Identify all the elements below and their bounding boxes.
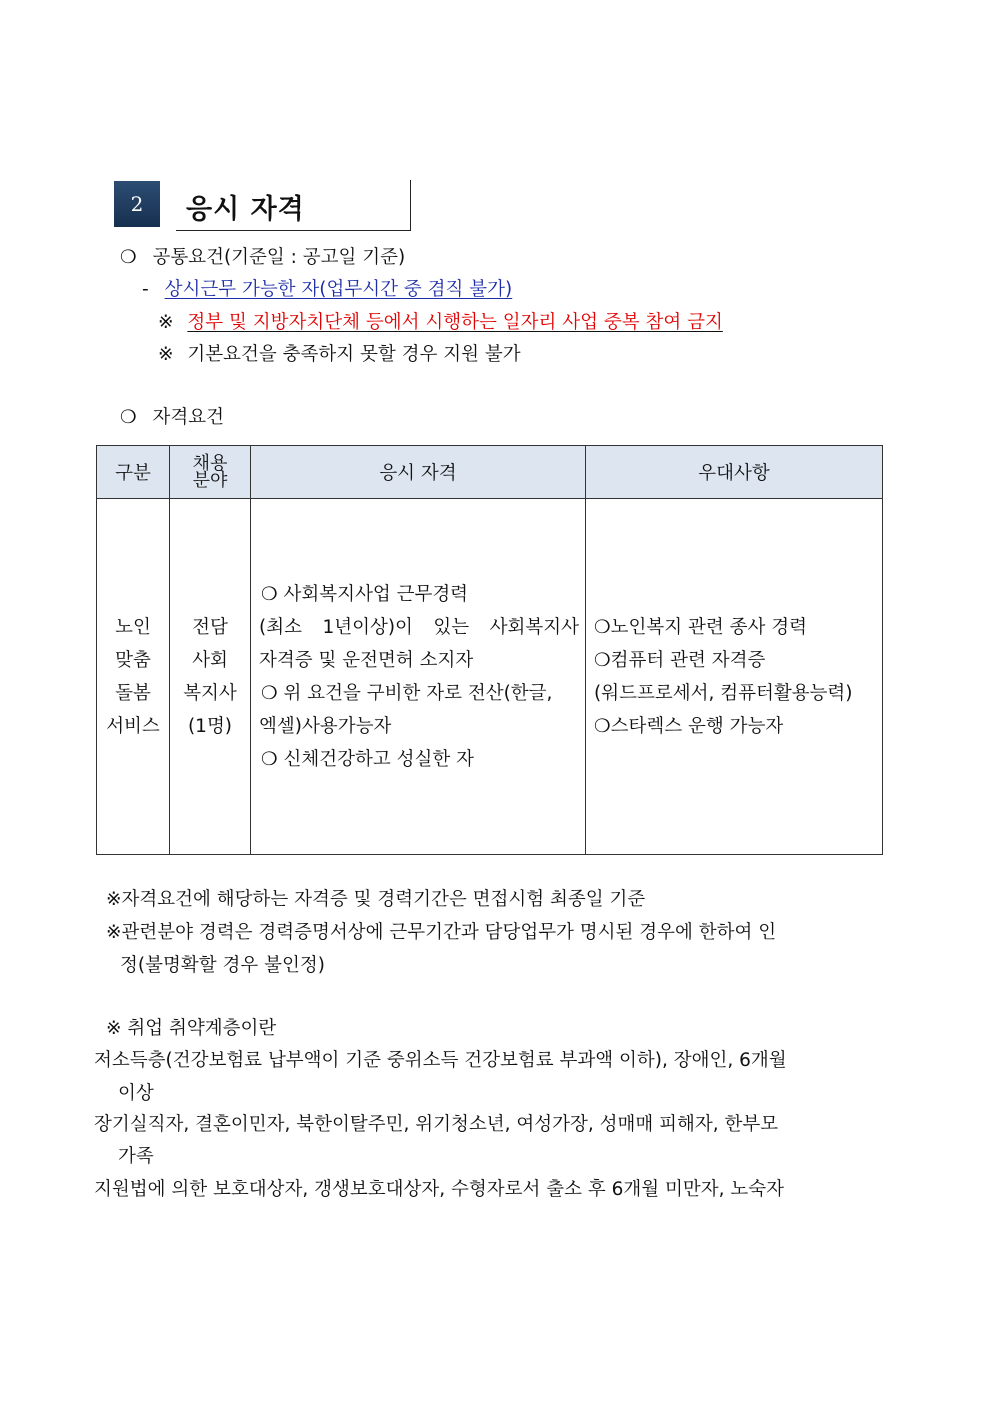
qualification-heading-text: 자격요건 [152, 407, 224, 428]
cell-field [170, 499, 251, 855]
duplicate-participation-note [158, 311, 723, 335]
qualification-line: 자격증 및 운전면허 소지자 [259, 649, 474, 671]
circle-bullet-icon: ❍ [120, 407, 137, 428]
vulnerable-groups-heading: ※ 취업 취약계층이란 [106, 1018, 277, 1039]
common-heading-text: 공통요건(기준일 : 공고일 기준) [152, 247, 406, 268]
cell-preference [586, 499, 883, 855]
field-line: 사회 [192, 649, 228, 671]
qualification-heading [120, 406, 224, 430]
qualification-basis-note: ※자격요건에 해당하는 자격증 및 경력기간은 면접시험 최종일 기준 [106, 889, 646, 910]
section-number-badge: 2 [114, 181, 160, 227]
header-field [170, 446, 251, 499]
field-line: 전담 [192, 616, 228, 638]
qualification-line: ❍ 신체건강하고 성실한 자 [261, 748, 474, 770]
fulltime-requirement: 상시근무 가능한 자(업무시간 중 겸직 불가) [164, 279, 513, 300]
note-mark: ※ [158, 312, 174, 333]
career-recognition-note-line2: 정(불명확할 경우 불인정) [120, 955, 325, 976]
category-line: 서비스 [106, 715, 160, 737]
category-line: 맞춤 [115, 649, 151, 671]
vulnerable-groups-line: 지원법에 의한 보호대상자, 갱생보호대상자, 수형자로서 출소 후 6개월 미만자, 노숙자 [94, 1179, 784, 1200]
basic-requirement-text: 기본요건을 충족하지 못할 경우 지원 불가 [187, 344, 521, 365]
qualification-word: 있는 [433, 616, 470, 638]
header-field-line1: 채용 [192, 453, 228, 474]
vulnerable-groups-line: 이상 [118, 1083, 154, 1104]
vulnerable-groups-line: 가족 [118, 1146, 154, 1167]
basic-requirement-note [158, 343, 521, 367]
cell-qualification [251, 499, 586, 855]
qualification-word: 사회복지사 [489, 616, 579, 638]
header-qualification: 응시 자격 [251, 446, 586, 499]
duplicate-participation-text: 정부 및 지방자치단체 등에서 시행하는 일자리 사업 중복 참여 금지 [187, 312, 723, 333]
table-row [97, 499, 883, 855]
qualification-word: (최소 [259, 616, 302, 638]
qualification-line: ❍ 위 요건을 구비한 자로 전산(한글, [261, 682, 553, 704]
category-line: 돌봄 [115, 682, 151, 704]
table-header-row [97, 446, 883, 499]
header-category: 구분 [97, 446, 170, 499]
qualification-line: ❍ 사회복지사업 근무경력 [261, 583, 469, 605]
field-line: 복지사 [183, 682, 237, 704]
career-recognition-note-line1: ※관련분야 경력은 경력증명서상에 근무기간과 담당업무가 명시된 경우에 한하여 인 [106, 922, 777, 943]
vulnerable-groups-line: 장기실직자, 결혼이민자, 북한이탈주민, 위기청소년, 여성가장, 성매매 피해자, 한부모 [94, 1114, 779, 1135]
qualification-line: 엑셀)사용가능자 [259, 715, 392, 737]
note-mark: ※ [158, 344, 174, 365]
common-requirements-heading [120, 246, 405, 270]
common-requirement-item [142, 278, 512, 302]
qualification-line [259, 611, 579, 644]
header-field-line2: 분야 [192, 470, 228, 491]
category-line: 노인 [115, 616, 151, 638]
header-preference: 우대사항 [586, 446, 883, 499]
preference-line: ❍컴퓨터 관련 자격증 [594, 649, 766, 671]
circle-bullet-icon: ❍ [120, 247, 137, 268]
section-title: 응시 자격 [186, 194, 305, 225]
preference-line: ❍노인복지 관련 종사 경력 [594, 616, 807, 638]
vulnerable-groups-line: 저소득층(건강보험료 납부액이 기준 중위소득 건강보험료 부과액 이하), 장애인, 6개월 [94, 1050, 787, 1071]
qualification-word: 1년이상)이 [322, 616, 413, 638]
field-line: (1명) [187, 715, 233, 737]
preference-line: (워드프로세서, 컴퓨터활용능력) [594, 682, 853, 704]
preference-line: ❍스타렉스 운행 가능자 [594, 715, 784, 737]
cell-category [97, 499, 170, 855]
qualification-table [96, 445, 883, 855]
dash-bullet: - [142, 279, 149, 300]
